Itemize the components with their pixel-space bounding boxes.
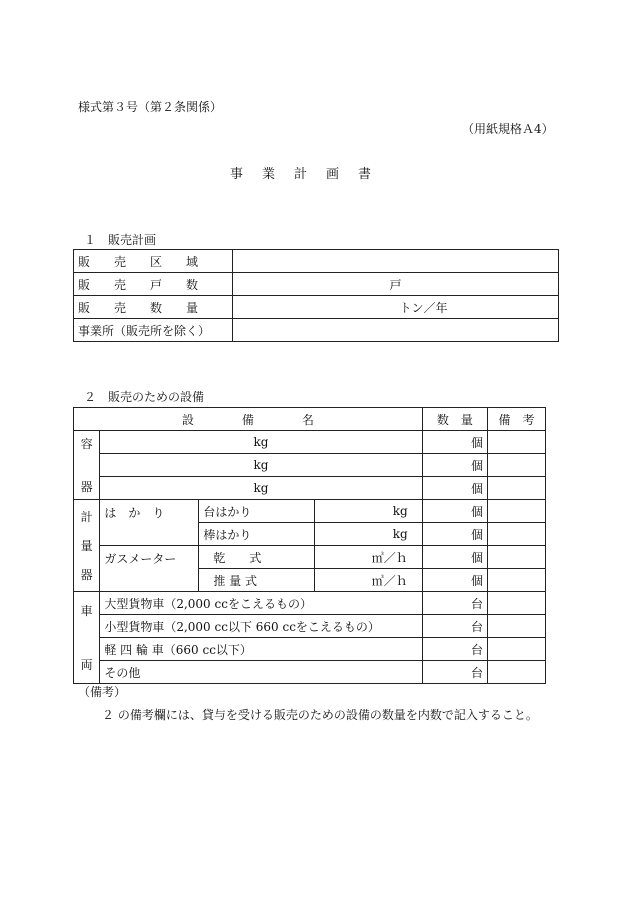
section1-heading: １ 販売計画 bbox=[84, 233, 157, 247]
quantity-cell[interactable]: 個 bbox=[422, 454, 487, 477]
notes-heading: （備考） bbox=[78, 685, 127, 699]
table-row bbox=[74, 661, 546, 684]
quantity-cell[interactable]: 台 bbox=[422, 661, 487, 684]
container-spec[interactable]: kg bbox=[100, 431, 422, 454]
remarks-cell[interactable] bbox=[488, 523, 546, 546]
table-row bbox=[74, 454, 546, 477]
vehicle-type: 大型貨物車（2,000 ccをこえるもの） bbox=[100, 592, 422, 615]
table-row bbox=[74, 500, 546, 523]
table-row bbox=[74, 296, 559, 319]
quantity-cell[interactable]: 個 bbox=[422, 500, 487, 523]
quantity-cell[interactable]: 個 bbox=[422, 546, 487, 569]
table-row bbox=[74, 546, 546, 569]
quantity-cell[interactable]: 個 bbox=[422, 477, 487, 500]
row-label: 事業所（販売所を除く） bbox=[74, 319, 233, 342]
office-field[interactable] bbox=[233, 319, 559, 342]
meters-group-label: 計 量 器 bbox=[74, 500, 100, 592]
quantity-cell[interactable]: 台 bbox=[422, 638, 487, 661]
quantity-cell[interactable]: 台 bbox=[422, 615, 487, 638]
remarks-cell[interactable] bbox=[488, 615, 546, 638]
containers-group-label: 容 器 bbox=[74, 431, 100, 500]
vehicle-type: 軽 四 輪 車（660 cc以下） bbox=[100, 638, 422, 661]
remarks-cell[interactable] bbox=[488, 661, 546, 684]
scale-capacity[interactable]: kg bbox=[315, 523, 422, 546]
row-label: 販 売 区 域 bbox=[74, 250, 233, 273]
remarks-cell[interactable] bbox=[488, 454, 546, 477]
table-row bbox=[74, 615, 546, 638]
table-row bbox=[74, 431, 546, 454]
gas-meter-capacity[interactable]: ㎥／ｈ bbox=[315, 569, 422, 592]
remarks-cell[interactable] bbox=[488, 638, 546, 661]
row-label: 販 売 数 量 bbox=[74, 296, 233, 319]
remarks-cell[interactable] bbox=[488, 477, 546, 500]
header-quantity: 数 量 bbox=[422, 408, 487, 431]
vehicles-group-label: 車 両 bbox=[74, 592, 100, 684]
header-remarks: 備 考 bbox=[488, 408, 546, 431]
row-label: 販 売 戸 数 bbox=[74, 273, 233, 296]
gas-meter-label: ガスメーター bbox=[100, 546, 199, 592]
household-count-field[interactable]: 戸 bbox=[233, 273, 559, 296]
gas-meter-capacity[interactable]: ㎥／ｈ bbox=[315, 546, 422, 569]
section2-heading: ２ 販売のための設備 bbox=[84, 390, 205, 404]
table-row bbox=[74, 592, 546, 615]
sales-quantity-field[interactable]: トン／年 bbox=[233, 296, 559, 319]
sales-plan-table bbox=[73, 249, 559, 342]
gas-meter-type: 乾 式 bbox=[199, 546, 315, 569]
document-title: 事 業 計 画 書 bbox=[230, 167, 375, 182]
table-row bbox=[74, 273, 559, 296]
table-row bbox=[74, 477, 546, 500]
remarks-cell[interactable] bbox=[488, 431, 546, 454]
table-row bbox=[74, 250, 559, 273]
vehicle-type: その他 bbox=[100, 661, 422, 684]
sales-area-field[interactable] bbox=[233, 250, 559, 273]
quantity-cell[interactable]: 個 bbox=[422, 523, 487, 546]
container-spec[interactable]: kg bbox=[100, 454, 422, 477]
scale-capacity[interactable]: kg bbox=[315, 500, 422, 523]
form-number: 様式第３号（第２条関係） bbox=[78, 100, 223, 114]
scale-type: 棒はかり bbox=[199, 523, 315, 546]
table-row bbox=[74, 319, 559, 342]
paper-size-note: （用紙規格Ａ4） bbox=[462, 122, 554, 136]
remarks-cell[interactable] bbox=[488, 569, 546, 592]
gas-meter-type: 推 量 式 bbox=[199, 569, 315, 592]
header-equipment-name: 設 備 名 bbox=[74, 408, 423, 431]
notes-text: ２ の備考欄には、貸与を受ける販売のための設備の数量を内数で記入すること。 bbox=[102, 708, 538, 722]
scale-type: 台はかり bbox=[199, 500, 315, 523]
scales-label: は か り bbox=[100, 500, 199, 546]
equipment-table bbox=[73, 407, 546, 684]
quantity-cell[interactable]: 個 bbox=[422, 431, 487, 454]
remarks-cell[interactable] bbox=[488, 546, 546, 569]
remarks-cell[interactable] bbox=[488, 500, 546, 523]
quantity-cell[interactable]: 台 bbox=[422, 592, 487, 615]
table-row bbox=[74, 638, 546, 661]
remarks-cell[interactable] bbox=[488, 592, 546, 615]
container-spec[interactable]: kg bbox=[100, 477, 422, 500]
vehicle-type: 小型貨物車（2,000 cc以下 660 ccをこえるもの） bbox=[100, 615, 422, 638]
quantity-cell[interactable]: 個 bbox=[422, 569, 487, 592]
table-header-row bbox=[74, 408, 546, 431]
